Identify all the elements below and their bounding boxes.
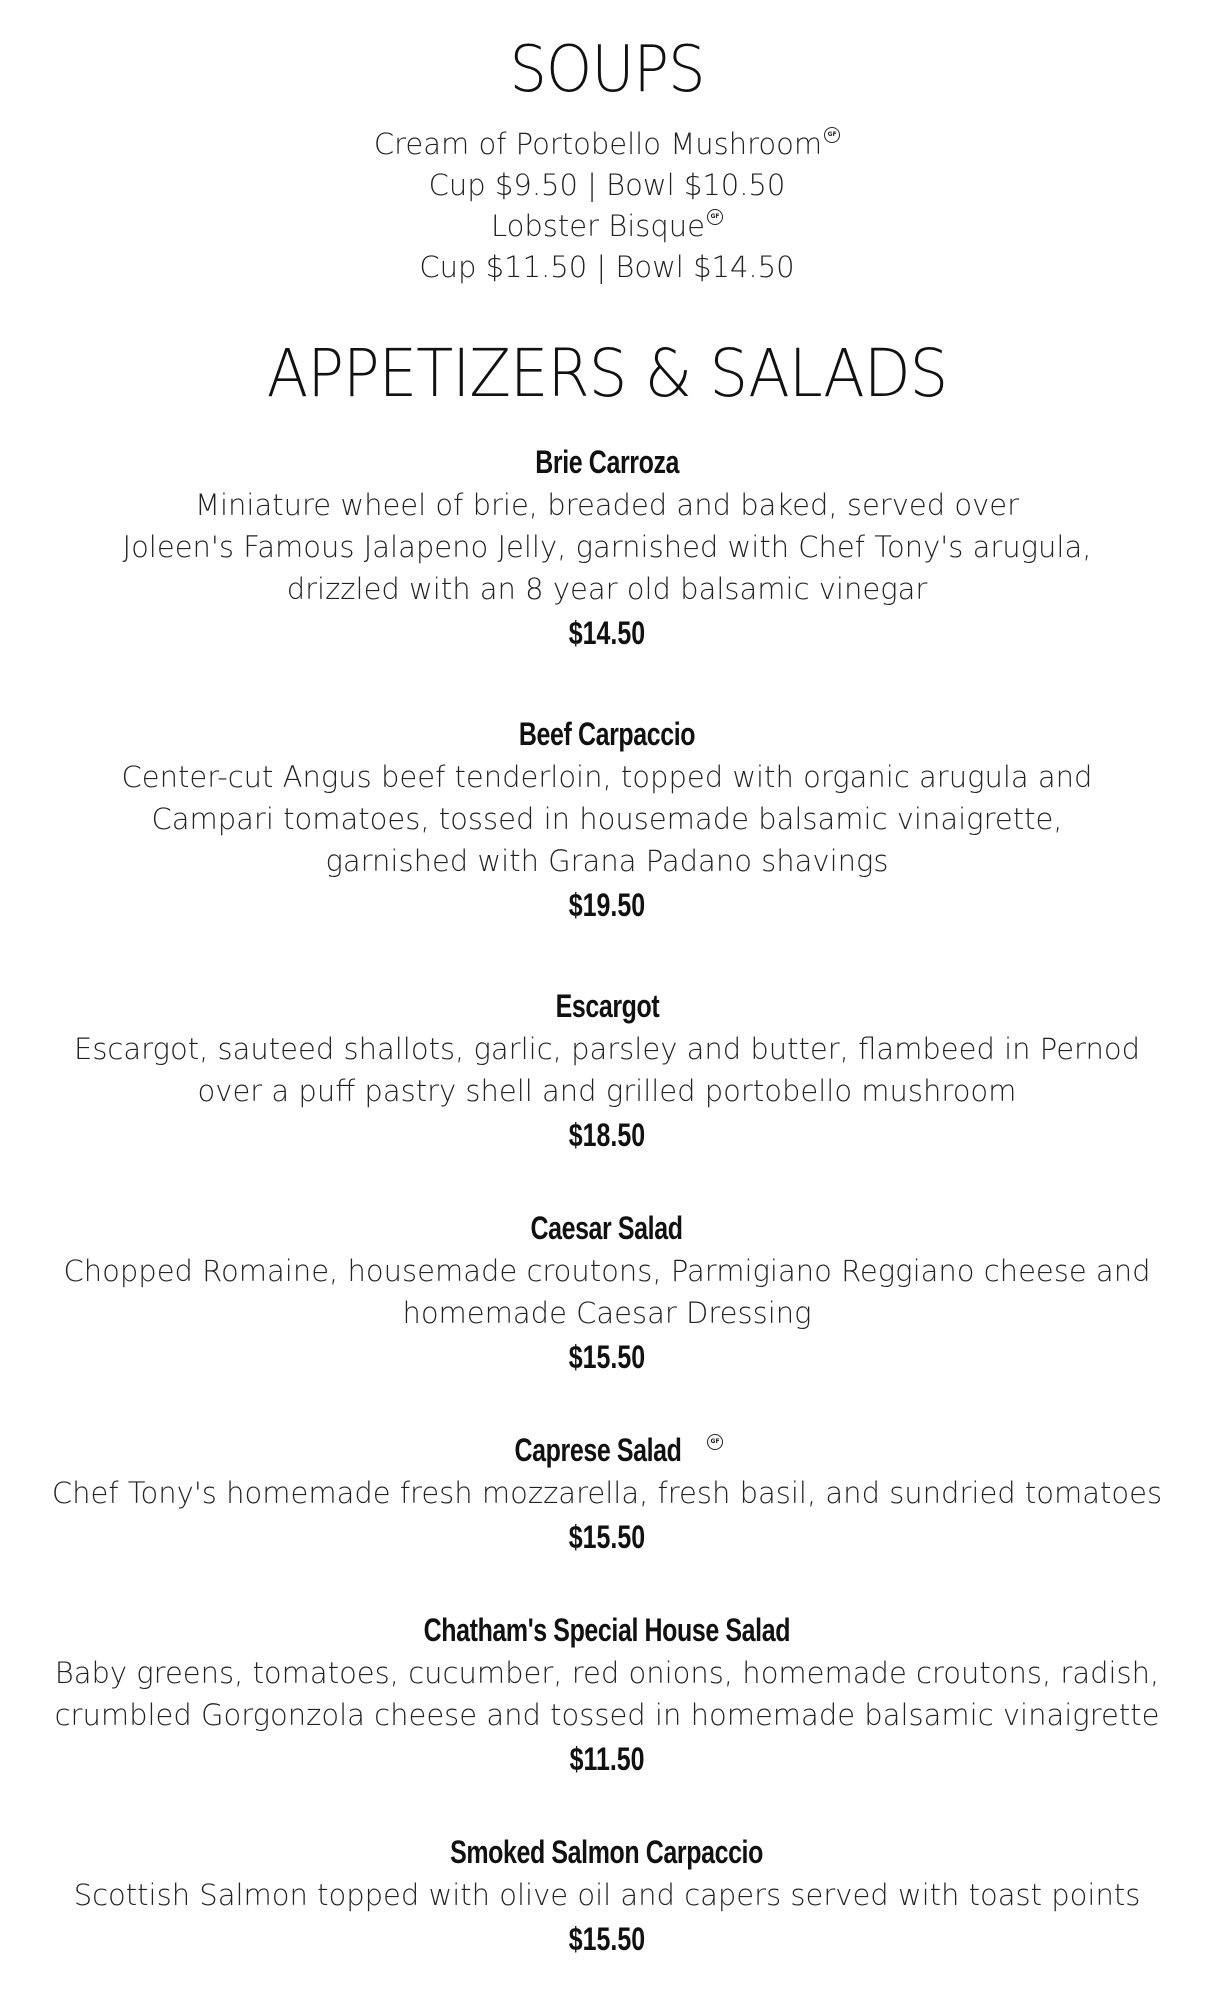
item-name: Caesar Salad [530, 1210, 684, 1246]
description-line: crumbled Gorgonzola cheese and tossed in homemade balsamic vinaigrette [54, 1698, 1160, 1732]
item-name: Escargot [555, 988, 659, 1024]
item-description [0, 1874, 1214, 1916]
description-line: Center-cut Angus beef tenderloin, topped with organic arugula and [121, 760, 1093, 794]
soup-item-line [0, 124, 1214, 165]
description-line: Scottish Salmon topped with olive oil and capers served with toast points [73, 1878, 1141, 1912]
soup-item-line [0, 206, 1214, 247]
description-line: over a puff pastry shell and grilled portobello mushroom [197, 1074, 1017, 1108]
description-line: Chef Tony's homemade fresh mozzarella, fresh basil, and sundried tomatoes [51, 1476, 1163, 1510]
item-price: $11.50 [569, 1741, 645, 1777]
description-line: garnished with Grana Padano shavings [325, 844, 889, 878]
soup-name-lobster-bisque: Lobster Bisque [490, 209, 706, 243]
description-line: Campari tomatoes, tossed in housemade balsamic vinaigrette, [151, 802, 1063, 836]
menu-item [0, 712, 1214, 928]
gluten-free-icon: GF [707, 209, 723, 225]
item-name: Beef Carpaccio [518, 716, 696, 752]
menu-item [0, 1608, 1214, 1782]
gluten-free-icon: GF [824, 127, 840, 143]
item-description [0, 756, 1214, 882]
soup-price-line: Cup $9.50 | Bowl $10.50 [428, 168, 786, 202]
description-line: Miniature wheel of brie, breaded and baked, served over [194, 488, 1020, 522]
soup-price-line: Cup $11.50 | Bowl $14.50 [419, 250, 795, 284]
item-name: Caprese Salad [514, 1432, 682, 1468]
description-line: Joleen's Famous Jalapeno Jelly, garnished with Chef Tony's arugula, [122, 530, 1092, 564]
menu-item [0, 440, 1214, 656]
appetizers-heading: APPETIZERS & SALADS [266, 335, 948, 412]
soups-heading: SOUPS [509, 33, 705, 107]
soups-list [0, 124, 1214, 288]
description-line: homemade Caesar Dressing [402, 1296, 812, 1330]
item-description [0, 1250, 1214, 1334]
description-line: Escargot, sauteed shallots, garlic, parsley and butter, flambeed in Pernod [74, 1032, 1140, 1066]
description-line: Chopped Romaine, housemade croutons, Parmigiano Reggiano cheese and [63, 1254, 1151, 1288]
soup-name-portobello: Cream of Portobello Mushroom [373, 127, 823, 161]
item-price: $15.50 [568, 1921, 646, 1957]
menu-item [0, 1428, 1214, 1560]
menu-item [0, 1206, 1214, 1380]
item-description [0, 484, 1214, 610]
item-description [0, 1028, 1214, 1112]
item-price: $14.50 [568, 615, 646, 651]
menu-item [0, 1830, 1214, 1962]
item-description [0, 1472, 1214, 1514]
menu-item [0, 984, 1214, 1158]
item-name: Chatham's Special House Salad [423, 1612, 791, 1648]
item-description [0, 1652, 1214, 1736]
description-line: drizzled with an 8 year old balsamic vinegar [286, 572, 928, 606]
item-price: $19.50 [568, 887, 646, 923]
appetizer-list [0, 440, 1214, 1962]
gluten-free-icon: GF [707, 1434, 723, 1450]
item-name: Brie Carroza [535, 444, 679, 480]
item-name: Smoked Salmon Carpaccio [450, 1834, 764, 1870]
item-price: $15.50 [568, 1519, 646, 1555]
item-price: $18.50 [568, 1117, 646, 1153]
item-price: $15.50 [568, 1339, 646, 1375]
description-line: Baby greens, tomatoes, cucumber, red onions, homemade croutons, radish, [54, 1656, 1160, 1690]
